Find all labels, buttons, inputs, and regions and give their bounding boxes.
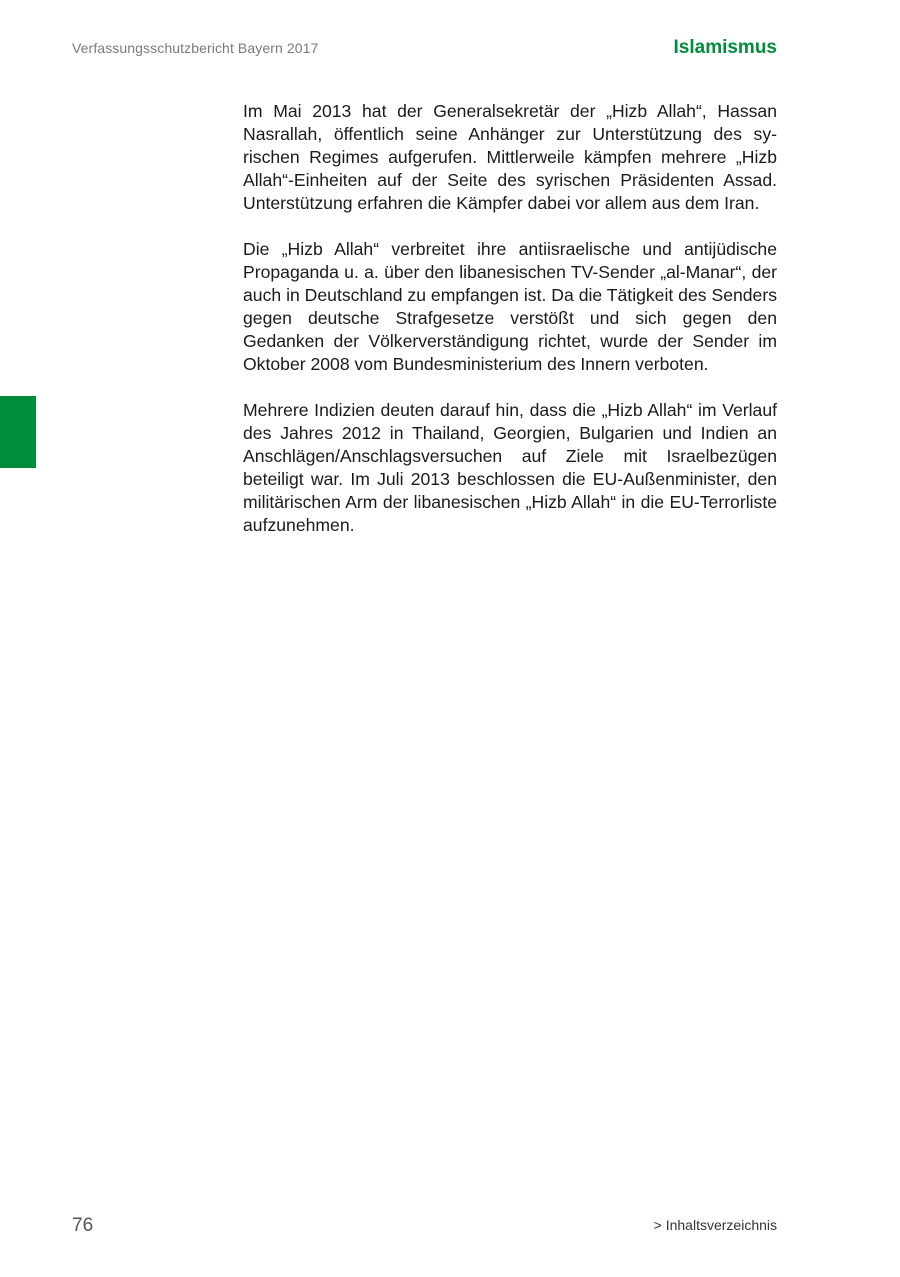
running-header-publication: Verfassungsschutzbericht Bayern 2017 [72, 40, 319, 56]
main-text [243, 100, 777, 560]
page-number: 76 [72, 1215, 94, 1236]
paragraph-2: Die „Hizb Allah“ verbreitet ihre antiisraelische und antijüdische Propaganda u. a. über den libanesischen TV-Sender „al-Manar“, der auch in Deutschland zu empfangen ist. Da die Tätigkeit des Senders gegen deutsche Strafgesetze verstößt und sich gegen den Gedanken der Völkerverständigung richtet, wurde der Sender im Oktober 2008 vom Bundesministerium des Innern verboten. [243, 239, 777, 374]
paragraph-1: Im Mai 2013 hat der Generalsekretär der „Hizb Allah“, Hassan Nasrallah, öffentlich seine Anhänger zur Unterstützung des syrischen Regimes aufgerufen. Mittlerweile kämpfen mehrere „Hizb Allah“-Einheiten auf der Seite des syrischen Präsidenten Assad. Unterstützung erfahren die Kämpfer dabei vor allem aus dem Iran. [243, 101, 777, 213]
table-of-contents-link[interactable]: > Inhaltsverzeichnis [653, 1217, 777, 1233]
running-header-section: Islamismus [673, 37, 777, 58]
chapter-marker-tab [0, 396, 36, 468]
paragraph-3: Mehrere Indizien deuten darauf hin, dass die „Hizb Allah“ im Verlauf des Jahres 2012 in Thailand, Georgien, Bulgarien und Indien an Anschlägen/Anschlagsversuchen auf Ziele mit Israelbezügen beteiligt war. Im Juli 2013 beschlossen die EU-Außenminister, den militärischen Arm der libanesischen „Hizb Allah“ in die EU-Terrorliste aufzunehmen. [243, 400, 777, 535]
